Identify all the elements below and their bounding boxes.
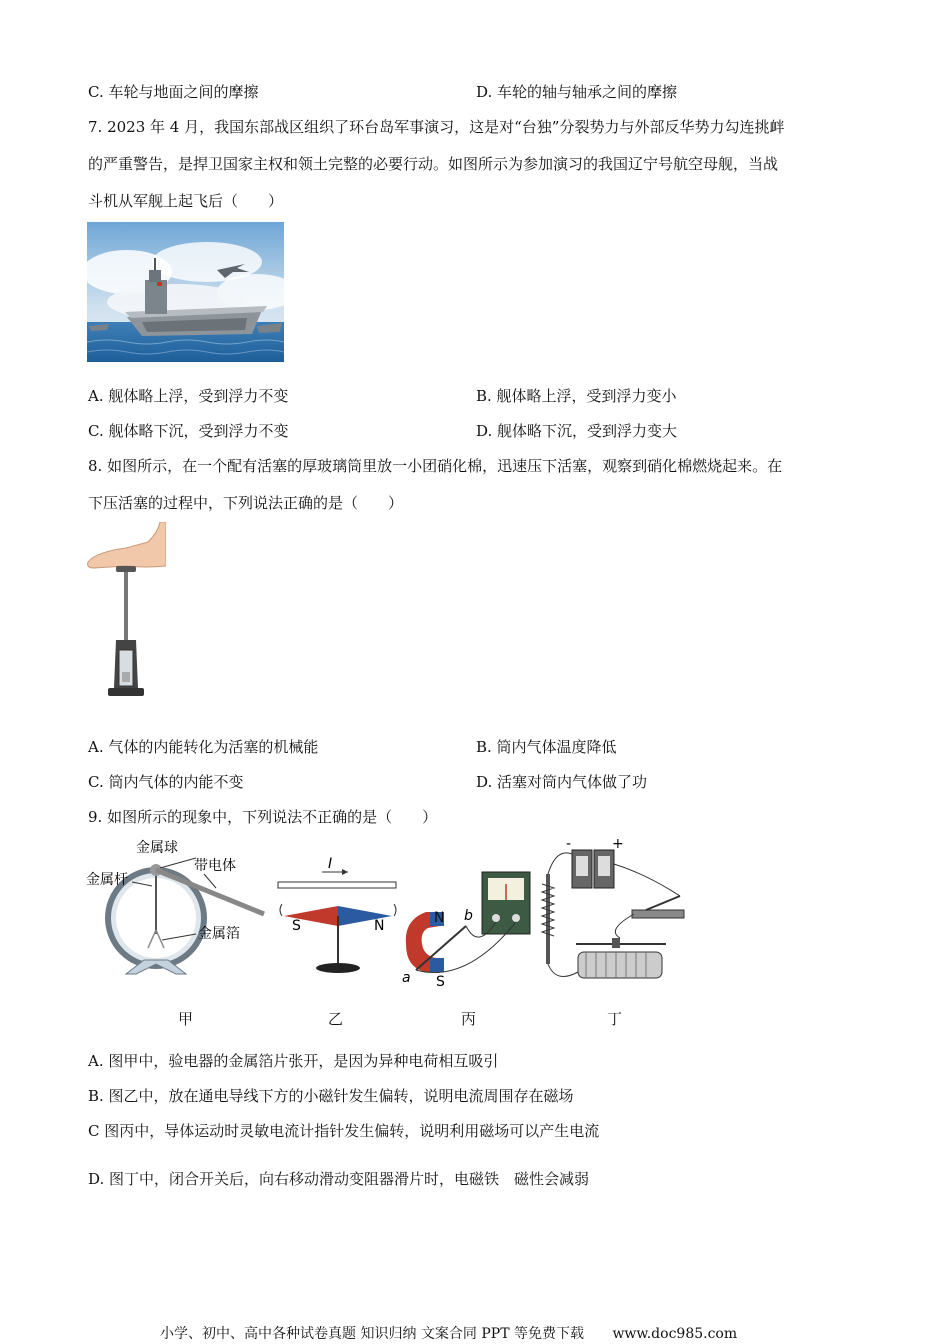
q7-option-c: C. 舰体略下沉，受到浮力不变 [88,422,289,440]
q7-option-a: A. 舰体略上浮，受到浮力不变 [88,387,289,405]
electromagnet-circuit-diagram [542,850,684,978]
q6-option-c: C. 车轮与地面之间的摩擦 [88,83,259,101]
electroscope-diagram [108,858,264,974]
q9-option-c: C 图丙中，导体运动时灵敏电流计指针发生偏转，说明利用磁场可以产生电流 [88,1122,600,1140]
caption-ding: 丁 [607,1010,623,1028]
q7-stem-line2: 的严重警告，是捍卫国家主权和领土完整的必要行动。如图所示为参加演习的我国辽宁号航空母舰，当战 [88,155,779,173]
q9-stem: 9. 如图所示的现象中，下列说法不正确的是（ ） [88,808,438,826]
piston-cylinder-image [86,522,166,702]
label-magnet-n: N [434,910,445,926]
q7-option-d: D. 舰体略下沉，受到浮力变大 [476,422,678,440]
label-charged-body: 带电体 [194,858,236,874]
q9-figure [86,834,706,994]
label-current: I [328,856,333,872]
footer-text: 小学、初中、高中各种试卷真题 知识归纳 文案合同 PPT 等免费下载 [160,1326,584,1342]
label-s: S [292,918,301,934]
caption-bing: 丙 [461,1010,477,1028]
label-a: a [402,970,411,986]
q6-option-d: D. 车轮的轴与轴承之间的摩擦 [476,83,678,101]
label-metal-ball: 金属球 [136,840,178,856]
aircraft-carrier-image [87,222,284,362]
q8-option-a: A. 气体的内能转化为活塞的机械能 [88,738,319,756]
q7-option-b: B. 舰体略上浮，受到浮力变小 [476,387,677,405]
caption-yi: 乙 [328,1010,344,1028]
q7-stem-line1: 7. 2023 年 4 月，我国东部战区组织了环台岛军事演习，这是对“台独”分裂势力与外部反华势力勾连挑衅 [88,118,785,136]
page-footer [160,1323,737,1343]
q9-option-d: D. 图丁中，闭合开关后，向右移动滑动变阻器滑片时，电磁铁 磁性会减弱 [88,1170,590,1188]
q7-stem-line3: 斗机从军舰上起飞后（ ） [88,192,284,210]
footer-url[interactable]: www.doc985.com [612,1326,738,1342]
q8-stem-line2: 下压活塞的过程中，下列说法正确的是（ ） [88,494,404,512]
label-n: N [374,918,385,934]
q8-option-d: D. 活塞对筒内气体做了功 [476,773,648,791]
label-plus: + [612,836,624,852]
label-minus: - [566,836,572,852]
q8-option-b: B. 筒内气体温度降低 [476,738,617,756]
caption-jia: 甲 [178,1010,194,1028]
q9-option-b: B. 图乙中，放在通电导线下方的小磁针发生偏转，说明电流周围存在磁场 [88,1087,574,1105]
q9-option-a: A. 图甲中，验电器的金属箔片张开，是因为异种电荷相互吸引 [88,1052,499,1070]
label-metal-foil: 金属箔 [198,926,240,942]
label-magnet-s: S [436,974,445,990]
label-metal-rod: 金属杆 [86,872,128,888]
q8-option-c: C. 筒内气体的内能不变 [88,773,244,791]
label-b: b [464,908,473,924]
q8-stem-line1: 8. 如图所示，在一个配有活塞的厚玻璃筒里放一小团硝化棉，迅速压下活塞，观察到硝化棉燃烧起来。在 [88,457,783,475]
